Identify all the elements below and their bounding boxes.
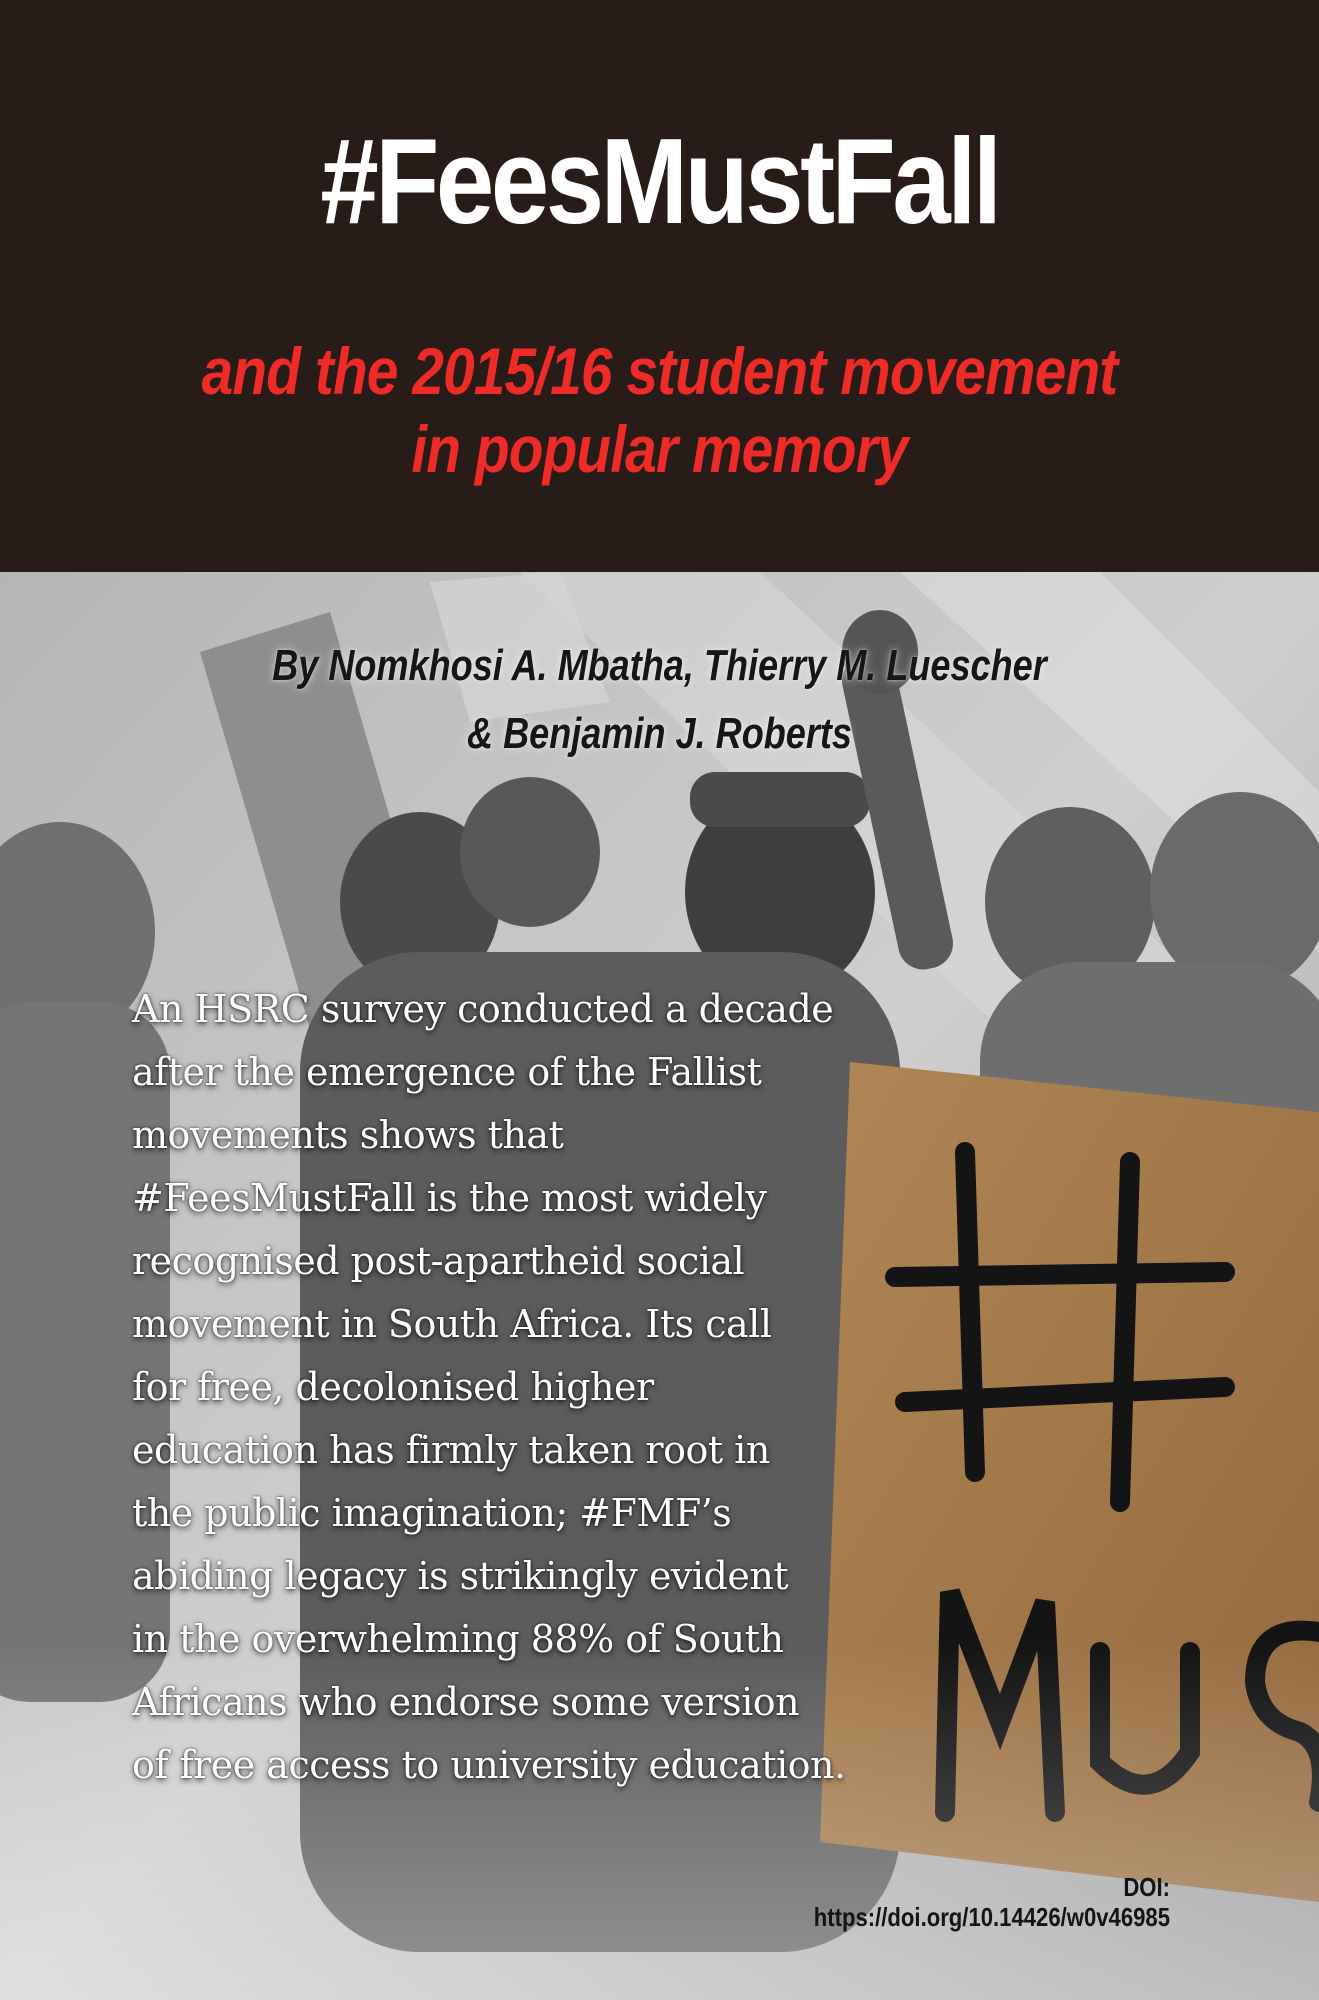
subtitle-line-1: and the 2015/16 student movement [201, 334, 1118, 408]
subtitle-line-2: in popular memory [411, 412, 908, 486]
summary-line: Africans who endorse some version [132, 1680, 800, 1724]
summary-line: the public imagination; #FMF’s [132, 1491, 732, 1535]
document-title: #FeesMustFall [320, 113, 999, 249]
authors-line-2: & Benjamin J. Roberts [467, 709, 852, 758]
summary-line: of free access to university education. [132, 1743, 846, 1787]
summary-line: in the overwhelming 88% of South [132, 1617, 784, 1661]
authors-line-1: By Nomkhosi A. Mbatha, Thierry M. Luescher [272, 641, 1047, 690]
summary-line: for free, decolonised higher [132, 1365, 654, 1409]
doi-link[interactable]: DOI: https://doi.org/10.14426/w0v46985 [813, 1872, 1170, 1932]
summary-line: movements shows that [132, 1113, 564, 1157]
author-credits [119, 632, 1201, 768]
header-band [0, 0, 1319, 572]
summary-line: movement in South Africa. Its call [132, 1302, 772, 1346]
summary-line: An HSRC survey conducted a decade [132, 987, 834, 1031]
summary-line: abiding legacy is strikingly evident [132, 1554, 789, 1598]
document-subtitle [92, 332, 1226, 488]
summary-line: after the emergence of the Fallist [132, 1050, 762, 1094]
summary-line: recognised post-apartheid social [132, 1239, 745, 1283]
summary-line: #FeesMustFall is the most widely [132, 1176, 767, 1220]
summary-line: education has firmly taken root in [132, 1428, 770, 1472]
summary-paragraph [132, 978, 922, 1797]
